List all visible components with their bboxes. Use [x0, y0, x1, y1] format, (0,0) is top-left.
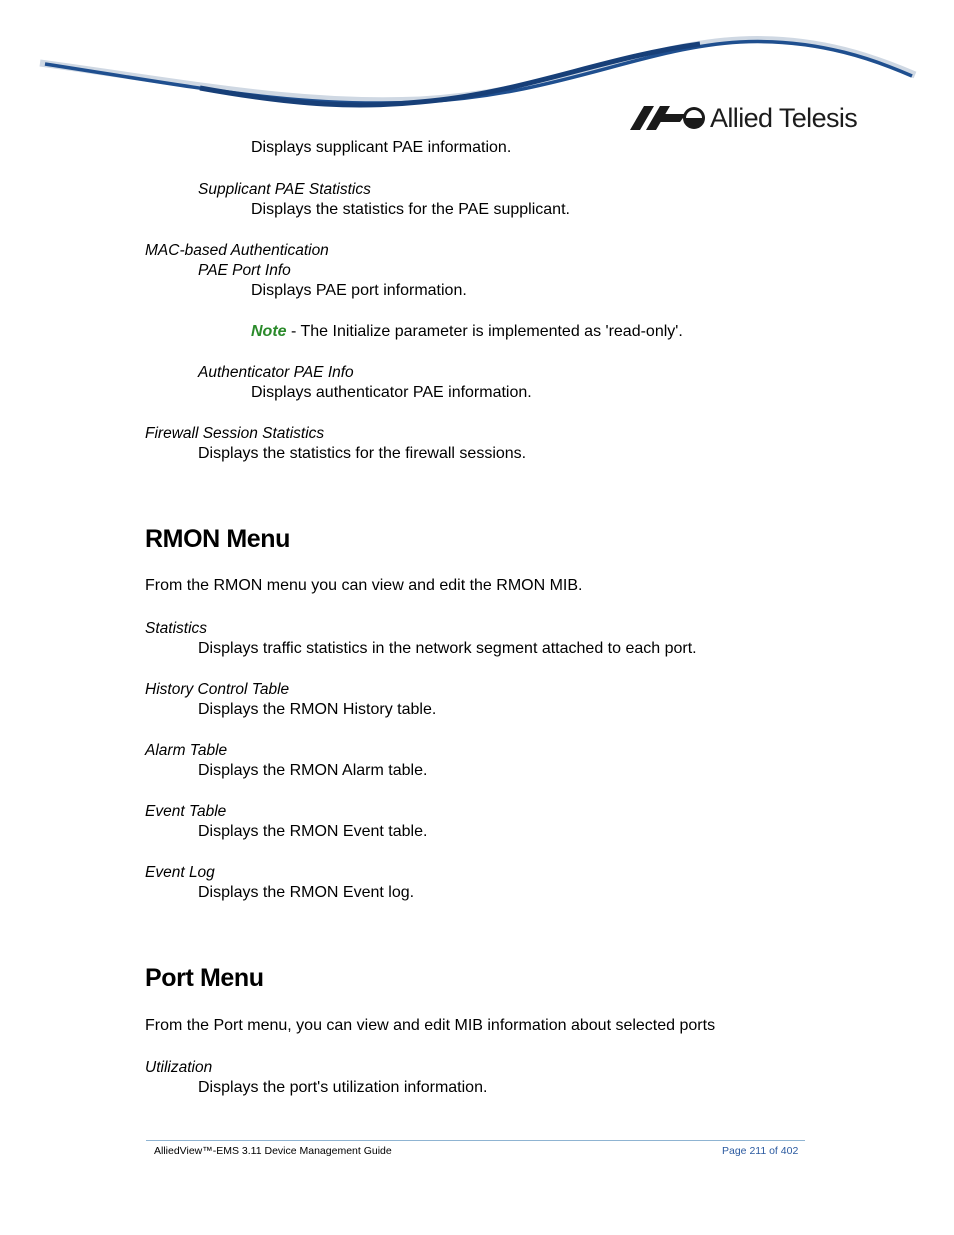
- rmon-item-title: Statistics: [145, 620, 208, 637]
- port-intro: From the Port menu, you can view and edit MIB information about selected ports: [145, 1017, 716, 1034]
- rmon-item-title: Event Table: [145, 803, 227, 820]
- port-item-title: Utilization: [145, 1059, 213, 1076]
- rmon-item-title: Alarm Table: [145, 742, 228, 759]
- logo-text: Allied Telesis: [710, 102, 858, 133]
- footer-page-number: Page 211 of 402: [722, 1145, 799, 1157]
- pae-port-info-note: [251, 322, 683, 342]
- firewall-session-stats-desc: Displays the statistics for the firewall sessions.: [198, 445, 527, 462]
- footer-divider: [146, 1140, 805, 1141]
- pae-port-info-desc: Displays PAE port information.: [251, 282, 467, 299]
- supplicant-pae-statistics-desc: Displays the statistics for the PAE supplicant.: [251, 201, 570, 218]
- footer-guide-title: AlliedView™-EMS 3.11 Device Management Guide: [154, 1145, 392, 1157]
- firewall-session-stats-title: Firewall Session Statistics: [145, 425, 325, 442]
- note-text: - The Initialize parameter is implemented as 'read-only'.: [286, 323, 683, 340]
- port-item-desc: Displays the port's utilization information.: [198, 1079, 488, 1096]
- rmon-item-desc: Displays the RMON Event table.: [198, 823, 428, 840]
- supplicant-pae-statistics-title: Supplicant PAE Statistics: [198, 181, 371, 198]
- note-label: Note: [251, 323, 287, 340]
- rmon-item-desc: Displays the RMON Alarm table.: [198, 762, 428, 779]
- authenticator-pae-info-desc: Displays authenticator PAE information.: [251, 384, 532, 401]
- rmon-item-desc: Displays the RMON Event log.: [198, 884, 415, 901]
- allied-telesis-logo: [630, 100, 857, 136]
- mac-based-auth-title: MAC-based Authentication: [145, 242, 329, 259]
- pae-port-info-title: PAE Port Info: [198, 262, 291, 279]
- authenticator-pae-info-title: Authenticator PAE Info: [198, 364, 354, 381]
- rmon-intro: From the RMON menu you can view and edit the RMON MIB.: [145, 577, 583, 594]
- intro-line: Displays supplicant PAE information.: [251, 139, 512, 156]
- port-menu-heading: Port Menu: [145, 964, 264, 992]
- rmon-item-title: History Control Table: [145, 681, 290, 698]
- rmon-item-desc: Displays traffic statistics in the network segment attached to each port.: [198, 640, 697, 657]
- rmon-item-desc: Displays the RMON History table.: [198, 701, 437, 718]
- rmon-menu-heading: RMON Menu: [145, 525, 290, 553]
- allied-telesis-logo-mark-icon: [630, 104, 706, 132]
- rmon-item-title: Event Log: [145, 864, 215, 881]
